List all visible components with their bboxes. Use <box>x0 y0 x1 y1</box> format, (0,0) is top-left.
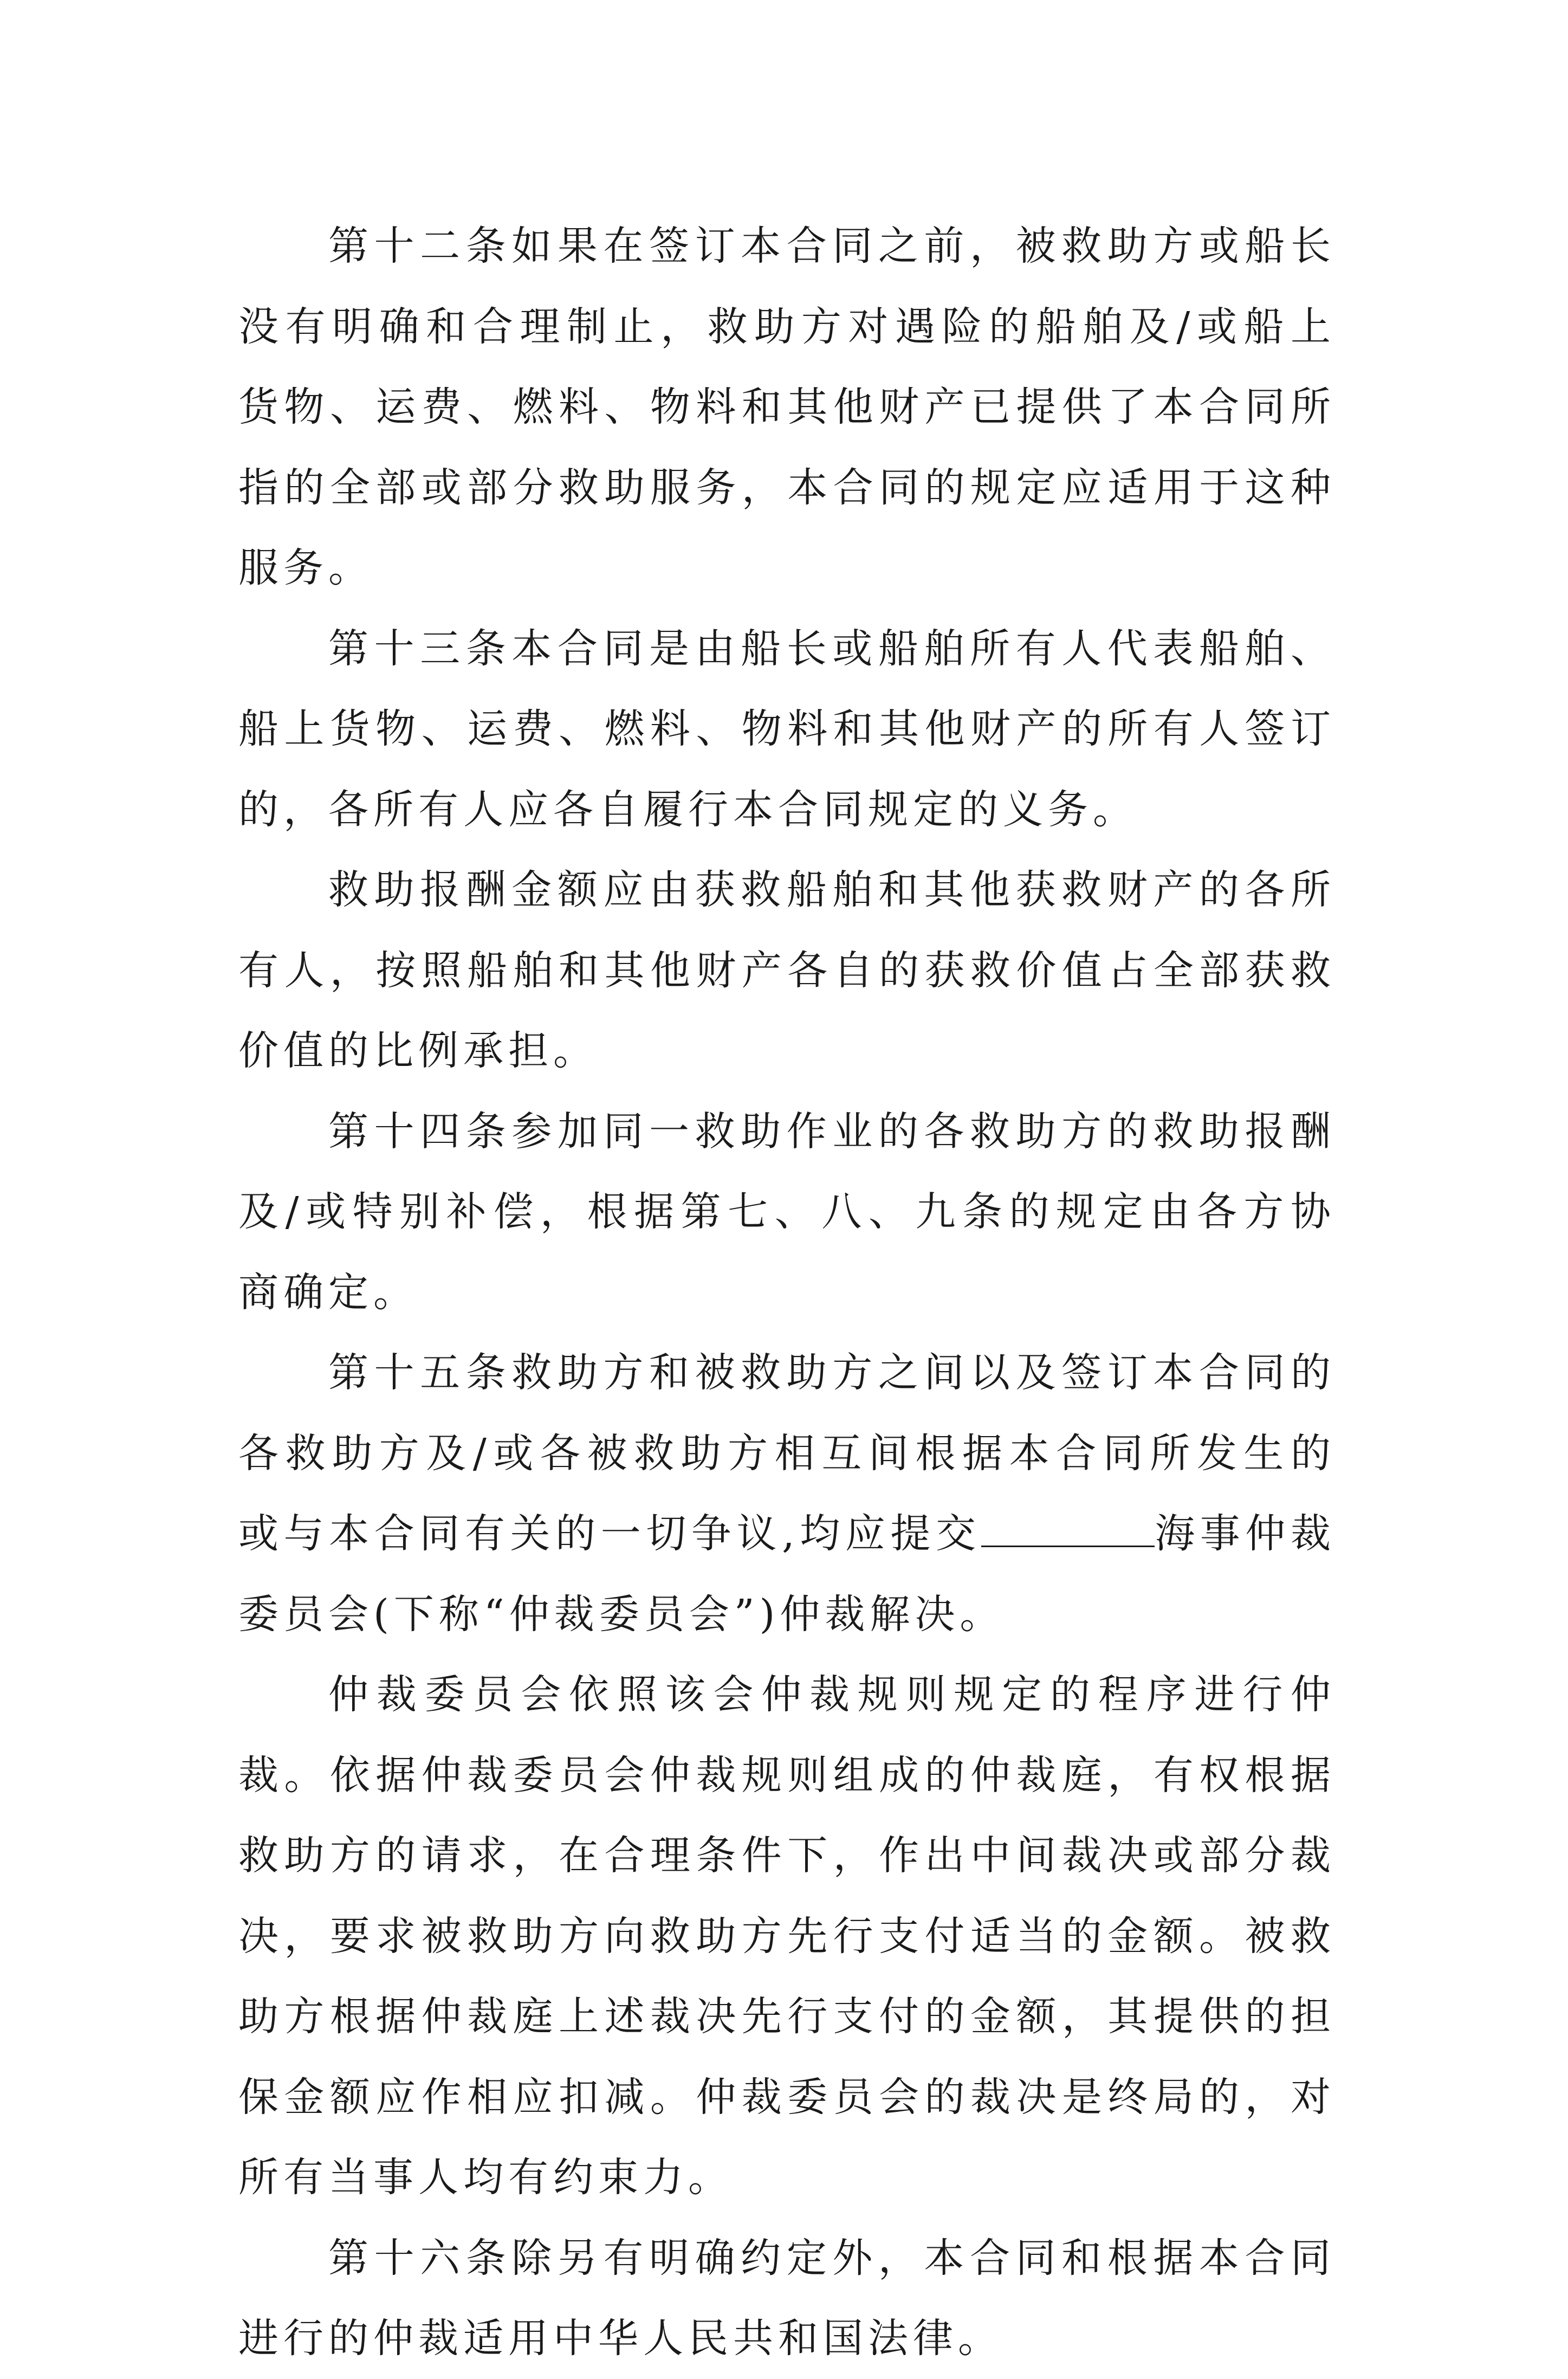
article-15-paragraph <box>238 1333 1336 1654</box>
arbitration-commission-blank <box>981 1508 1155 1547</box>
article-14-paragraph: 第十四条参加同一救助作业的各救助方的救助报酬及/或特别补偿，根据第七、八、九条的规定由各方协商确定。 <box>238 1108 1336 1316</box>
article-15-text-after-blank: 海事仲裁委员会(下称“仲裁委员会”)仲裁解决。 <box>238 1510 1336 1638</box>
salvage-reward-paragraph: 救助报酬金额应由获救船舶和其他获救财产的各所有人，按照船舶和其他财产各自的获救价值占全部获救价值的比例承担。 <box>238 867 1336 1074</box>
document-body <box>238 206 1336 2379</box>
article-15-text-before-blank: 第十五条救助方和被救助方之间以及签订本合同的各救助方及/或各被救助方相互间根据本合同所发生的或与本合同有关的一切争议,均应提交 <box>238 1349 1336 1557</box>
article-16-paragraph: 第十六条除另有明确约定外，本合同和根据本合同进行的仲裁适用中华人民共和国法律。 <box>238 2234 1336 2362</box>
article-12-paragraph: 第十二条如果在签订本合同之前，被救助方或船长没有明确和合理制止，救助方对遇险的船舶及/或船上货物、运费、燃料、物料和其他财产已提供了本合同所指的全部或部分救助服务，本合同的规定应适用于这种服务。 <box>238 223 1336 591</box>
arbitration-procedure-paragraph: 仲裁委员会依照该会仲裁规则规定的程序进行仲裁。依据仲裁委员会仲裁规则组成的仲裁庭，有权根据救助方的请求，在合理条件下，作出中间裁决或部分裁决，要求被救助方向救助方先行支付适当的金额。被救助方根据仲裁庭上述裁决先行支付的金额，其提供的担保金额应作相应扣减。仲裁委员会的裁决是终局的，对所有当事人均有约束力。 <box>238 1671 1336 2201</box>
article-13-paragraph: 第十三条本合同是由船长或船舶所有人代表船舶、船上货物、运费、燃料、物料和其他财产的所有人签订的，各所有人应各自履行本合同规定的义务。 <box>238 625 1336 833</box>
